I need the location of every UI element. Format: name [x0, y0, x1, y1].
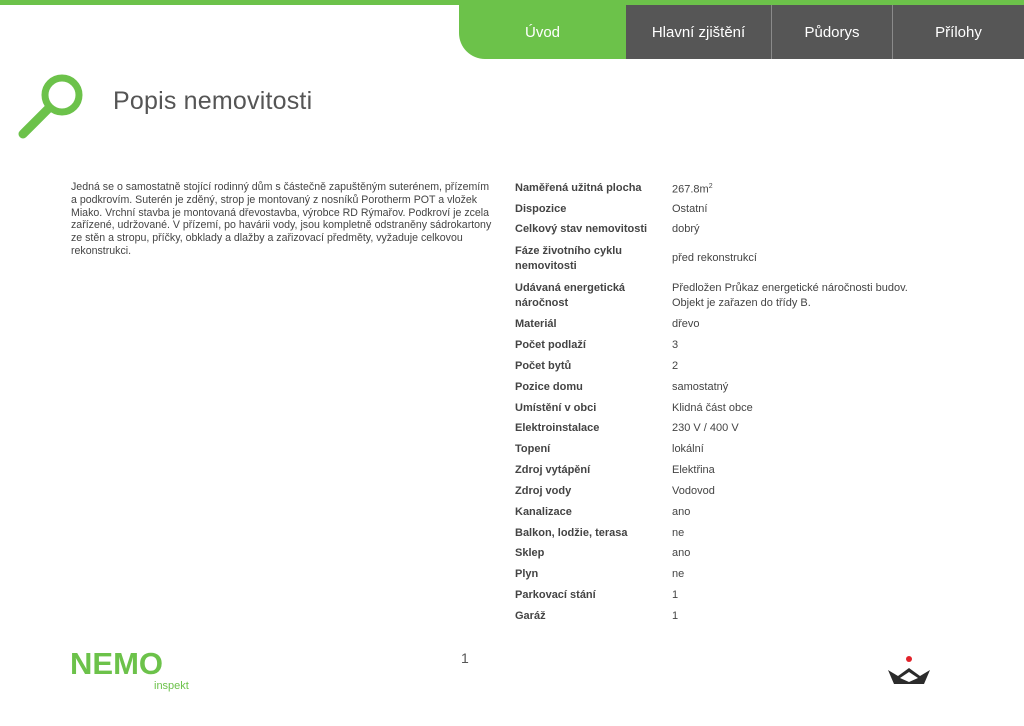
area-value: 267.8m: [672, 183, 709, 196]
property-value: ne: [672, 526, 685, 539]
property-label: Dispozice: [515, 202, 567, 215]
table-row: [515, 356, 915, 377]
property-description: Jedná se o samostatně stojící rodinný dům s částečně zapuštěným suterénem, přízemím a podkrovím. Suterén je zděný, strop je montovaný z nosníků Porotherm POT a vložek Miako. Vrchní stavba je montovaná dřevostavba, výrobce RD Rýmařov. Podkroví je zcela zařízené, udržované. V přízemí, po havárii vody, jsou kompletně odstraněny sádrokartony ze stěn a stropu, příčky, obklady a dlažby a zařizovací předměty, vyžaduje celkovou rekonstrukci.: [71, 181, 492, 257]
table-row: [515, 377, 915, 398]
property-value: Předložen Průkaz energetické náročnosti budov. Objekt je zařazen do třídy B.: [672, 281, 908, 310]
table-row: [515, 565, 915, 586]
logo-subtext: inspekt: [154, 680, 189, 692]
property-value: před rekonstrukcí: [672, 252, 757, 265]
property-label: Garáž: [515, 610, 546, 623]
table-row: [515, 606, 915, 627]
tab-uvod[interactable]: Úvod: [459, 5, 626, 59]
table-row: [515, 419, 915, 440]
logo-text: NEMO: [70, 646, 163, 681]
table-row: [515, 460, 915, 481]
property-label: Počet podlaží: [515, 339, 586, 352]
property-label: Kanalizace: [515, 505, 572, 518]
property-label: Celkový stav nemovitosti: [515, 223, 648, 236]
search-icon: [16, 70, 88, 142]
property-label: Materiál: [515, 318, 557, 331]
property-value: samostatný: [672, 380, 729, 393]
property-label: Naměřená užitná plocha: [515, 181, 642, 194]
property-label: Pozice domu: [515, 380, 583, 393]
tab-pudorys[interactable]: Půdorys: [771, 5, 892, 59]
nemo-inspekt-logo: [70, 644, 195, 696]
table-row: [515, 398, 915, 419]
property-value: 230 V / 400 V: [672, 422, 739, 435]
table-row: [515, 315, 915, 336]
partner-logo: [886, 654, 932, 688]
page-title: Popis nemovitosti: [113, 87, 313, 115]
property-label: Udávaná energetická náročnost: [515, 281, 626, 310]
property-label: Topení: [515, 443, 551, 456]
property-label: Balkon, lodžie, terasa: [515, 526, 628, 539]
table-row: [515, 440, 915, 461]
property-value: dobrý: [672, 223, 700, 236]
nav-tabs: [459, 5, 1024, 59]
table-row: [515, 586, 915, 607]
table-row: [515, 544, 915, 565]
property-label: Počet bytů: [515, 359, 572, 372]
property-value: dřevo: [672, 318, 700, 331]
table-row: [515, 523, 915, 544]
property-label: Zdroj vytápění: [515, 464, 591, 477]
table-row: [515, 199, 915, 220]
property-value: lokální: [672, 443, 704, 456]
table-row: [515, 220, 915, 241]
table-row: [515, 335, 915, 356]
property-value: ano: [672, 547, 691, 560]
property-value: Elektřina: [672, 464, 715, 477]
property-value: Klidná část obce: [672, 401, 753, 414]
property-value: [672, 179, 915, 198]
tab-prilohy[interactable]: Přílohy: [892, 5, 1024, 59]
property-value: 1: [672, 610, 679, 623]
property-label: Zdroj vody: [515, 484, 572, 497]
property-value: 1: [672, 589, 679, 602]
property-value: Ostatní: [672, 202, 708, 215]
property-value: 2: [672, 359, 679, 372]
table-row: [515, 241, 915, 278]
property-label: Fáze životního cyklu nemovitosti: [515, 244, 622, 273]
property-value: ne: [672, 568, 685, 581]
property-label: Sklep: [515, 547, 545, 560]
table-row: [515, 481, 915, 502]
property-label: Umístění v obci: [515, 401, 597, 414]
property-value: Vodovod: [672, 484, 715, 497]
property-value: ano: [672, 505, 691, 518]
property-table: [515, 178, 915, 627]
page-number: 1: [461, 650, 469, 666]
area-unit-superscript: 2: [708, 182, 713, 190]
property-label: Parkovací stání: [515, 589, 596, 602]
property-value: 3: [672, 339, 679, 352]
property-label: Plyn: [515, 568, 539, 581]
table-row: [515, 178, 915, 199]
table-row: [515, 502, 915, 523]
property-label: Elektroinstalace: [515, 422, 600, 435]
tab-hlavni-zjisteni[interactable]: Hlavní zjištění: [626, 5, 771, 59]
table-row: [515, 278, 915, 315]
